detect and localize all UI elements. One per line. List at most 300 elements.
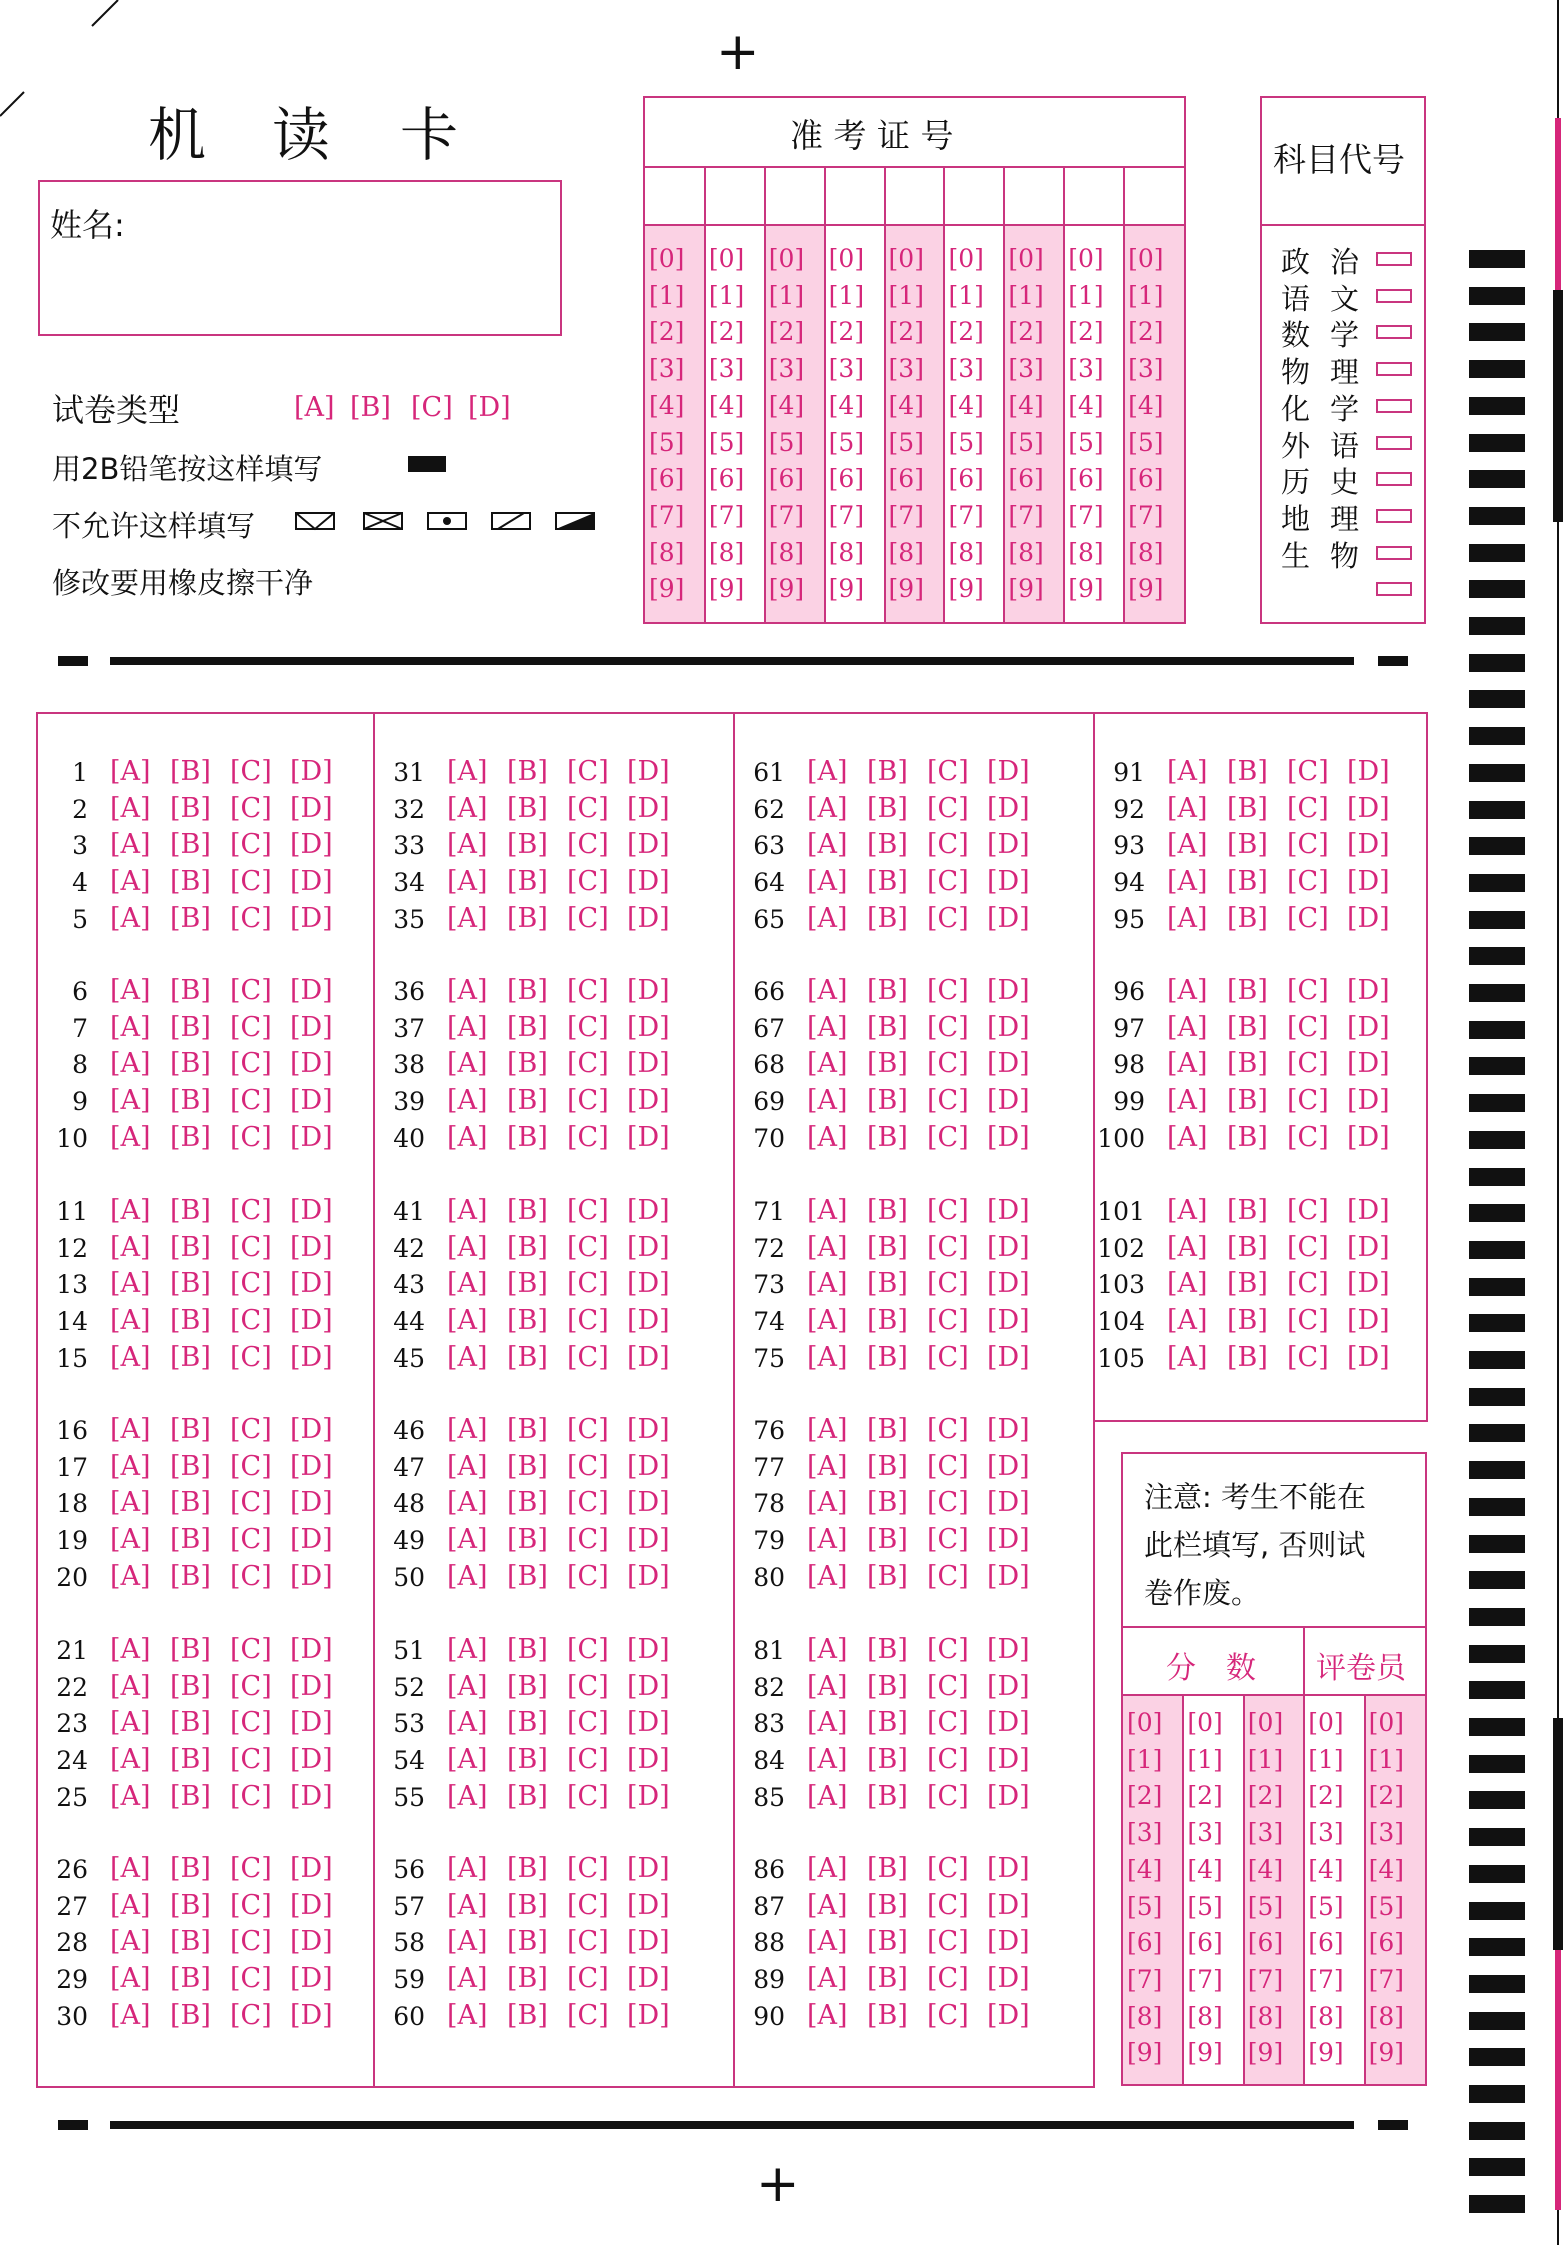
exam-id-digit-bubble[interactable]: [1] (649, 280, 685, 310)
exam-id-digit-bubble[interactable]: [5] (828, 427, 865, 457)
answer-bubble[interactable]: [D] (627, 1853, 670, 1884)
score-digit-bubble[interactable]: [8] (1247, 2001, 1284, 2031)
score-digit-bubble[interactable]: [6] (1308, 1928, 1344, 1958)
answer-bubble[interactable]: [A] (807, 1268, 848, 1300)
answer-bubble[interactable]: [B] (867, 1744, 908, 1776)
score-digit-bubble[interactable]: [6] (1187, 1928, 1223, 1958)
answer-bubble[interactable]: [A] (110, 829, 151, 861)
answer-bubble[interactable]: [B] (867, 1450, 908, 1482)
exam-id-digit-bubble[interactable]: [4] (768, 390, 805, 420)
answer-bubble[interactable]: [B] (507, 1231, 548, 1263)
answer-bubble[interactable]: [D] (627, 975, 670, 1006)
answer-bubble[interactable]: [B] (507, 1634, 548, 1665)
exam-id-write-cell[interactable] (944, 168, 1004, 224)
answer-bubble[interactable]: [A] (807, 1011, 848, 1043)
answer-bubble[interactable]: [B] (867, 1231, 908, 1263)
answer-bubble[interactable]: [B] (170, 902, 211, 934)
answer-bubble[interactable]: [D] (627, 1121, 670, 1153)
answer-bubble[interactable]: [C] (1287, 1048, 1329, 1080)
answer-bubble[interactable]: [A] (447, 1889, 488, 1921)
answer-bubble[interactable]: [C] (1287, 1011, 1329, 1043)
answer-bubble[interactable]: [C] (567, 1121, 609, 1153)
answer-bubble[interactable]: [D] (1347, 975, 1390, 1006)
answer-bubble[interactable]: [D] (290, 1231, 333, 1263)
answer-bubble[interactable]: [C] (1287, 975, 1329, 1006)
answer-bubble[interactable]: [D] (290, 1744, 333, 1776)
answer-bubble[interactable]: [D] (290, 792, 333, 824)
answer-bubble[interactable]: [B] (1227, 902, 1268, 934)
answer-bubble[interactable]: [D] (290, 1670, 333, 1702)
answer-bubble[interactable]: [D] (987, 1195, 1030, 1226)
answer-bubble[interactable]: [B] (867, 866, 908, 898)
answer-bubble[interactable]: [C] (927, 1524, 969, 1556)
answer-bubble[interactable]: [B] (867, 1999, 908, 2031)
answer-bubble[interactable]: [C] (927, 866, 969, 898)
exam-id-digit-bubble[interactable]: [7] (1128, 500, 1164, 530)
score-digit-bubble[interactable]: [0] (1308, 1708, 1344, 1737)
answer-bubble[interactable]: [B] (170, 1634, 211, 1665)
answer-bubble[interactable]: [A] (807, 1670, 848, 1702)
answer-bubble[interactable]: [A] (807, 1195, 848, 1226)
answer-bubble[interactable]: [B] (170, 1926, 211, 1958)
answer-bubble[interactable]: [D] (290, 975, 333, 1006)
answer-bubble[interactable]: [A] (447, 1524, 488, 1556)
answer-bubble[interactable]: [C] (1287, 829, 1329, 861)
answer-bubble[interactable]: [C] (1287, 756, 1329, 787)
answer-bubble[interactable]: [A] (110, 1085, 151, 1117)
answer-bubble[interactable]: [C] (230, 1999, 272, 2031)
answer-bubble[interactable]: [C] (567, 1853, 609, 1884)
score-digit-bubble[interactable]: [8] (1308, 2001, 1344, 2031)
answer-bubble[interactable]: [B] (170, 829, 211, 861)
exam-id-digit-bubble[interactable]: [8] (948, 537, 984, 567)
answer-bubble[interactable]: [C] (1287, 1195, 1329, 1226)
answer-bubble[interactable]: [B] (170, 1889, 211, 1921)
answer-bubble[interactable]: [C] (1287, 1305, 1329, 1337)
score-digit-bubble[interactable]: [7] (1247, 1964, 1284, 1994)
answer-bubble[interactable]: [B] (507, 756, 548, 787)
exam-id-digit-bubble[interactable]: [9] (649, 574, 685, 604)
score-digit-bubble[interactable]: [0] (1247, 1708, 1284, 1737)
answer-bubble[interactable]: [C] (927, 1926, 969, 1958)
answer-bubble[interactable]: [D] (627, 1011, 670, 1043)
exam-id-digit-bubble[interactable]: [3] (708, 354, 745, 384)
exam-id-digit-bubble[interactable]: [3] (649, 354, 685, 384)
subject-code-bubble[interactable] (1376, 399, 1412, 413)
answer-bubble[interactable]: [B] (867, 756, 908, 787)
answer-bubble[interactable]: [D] (627, 1048, 670, 1080)
exam-id-digit-bubble[interactable]: [9] (768, 574, 805, 604)
answer-bubble[interactable]: [A] (807, 902, 848, 934)
answer-bubble[interactable]: [C] (230, 1744, 272, 1776)
exam-id-digit-bubble[interactable]: [1] (948, 280, 984, 310)
exam-id-digit-bubble[interactable]: [0] (1128, 244, 1164, 273)
answer-bubble[interactable]: [A] (447, 1341, 488, 1373)
answer-bubble[interactable]: [B] (1227, 756, 1268, 787)
answer-bubble[interactable]: [C] (230, 1926, 272, 1958)
answer-bubble[interactable]: [B] (507, 829, 548, 861)
answer-bubble[interactable]: [D] (627, 1707, 670, 1739)
exam-id-digit-bubble[interactable]: [4] (649, 390, 685, 420)
answer-bubble[interactable]: [D] (987, 1889, 1030, 1921)
answer-bubble[interactable]: [D] (290, 1121, 333, 1153)
exam-id-digit-bubble[interactable]: [7] (768, 500, 805, 530)
answer-bubble[interactable]: [D] (627, 1487, 670, 1519)
answer-bubble[interactable]: [C] (1287, 1341, 1329, 1373)
answer-bubble[interactable]: [C] (927, 1889, 969, 1921)
answer-bubble[interactable]: [B] (867, 829, 908, 861)
answer-bubble[interactable]: [C] (927, 1085, 969, 1117)
answer-bubble[interactable]: [A] (1167, 1305, 1208, 1337)
answer-bubble[interactable]: [B] (507, 1048, 548, 1080)
answer-bubble[interactable]: [A] (447, 1048, 488, 1080)
answer-bubble[interactable]: [C] (230, 1231, 272, 1263)
answer-bubble[interactable]: [D] (987, 829, 1030, 861)
answer-bubble[interactable]: [C] (927, 1670, 969, 1702)
answer-bubble[interactable]: [C] (567, 1268, 609, 1300)
answer-bubble[interactable]: [A] (807, 829, 848, 861)
exam-id-digit-bubble[interactable]: [3] (1008, 354, 1044, 384)
score-digit-bubble[interactable]: [8] (1187, 2001, 1223, 2031)
exam-id-digit-bubble[interactable]: [7] (948, 500, 984, 530)
exam-id-digit-bubble[interactable]: [3] (1068, 354, 1104, 384)
answer-bubble[interactable]: [A] (110, 1121, 151, 1153)
answer-bubble[interactable]: [C] (230, 1670, 272, 1702)
answer-bubble[interactable]: [D] (290, 1999, 333, 2031)
answer-bubble[interactable]: [D] (1347, 829, 1390, 861)
answer-bubble[interactable]: [C] (567, 866, 609, 898)
answer-bubble[interactable]: [B] (507, 1195, 548, 1226)
answer-bubble[interactable]: [C] (230, 1195, 272, 1226)
answer-bubble[interactable]: [B] (170, 1963, 211, 1995)
exam-id-digit-bubble[interactable]: [0] (1068, 244, 1104, 273)
answer-bubble[interactable]: [C] (230, 1048, 272, 1080)
answer-bubble[interactable]: [B] (507, 902, 548, 934)
answer-bubble[interactable]: [C] (230, 902, 272, 934)
answer-bubble[interactable]: [C] (567, 1999, 609, 2031)
answer-bubble[interactable]: [A] (1167, 1268, 1208, 1300)
answer-bubble[interactable]: [A] (447, 1853, 488, 1884)
answer-bubble[interactable]: [A] (447, 902, 488, 934)
answer-bubble[interactable]: [D] (627, 1195, 670, 1226)
exam-id-digit-bubble[interactable]: [3] (828, 354, 865, 384)
answer-bubble[interactable]: [B] (867, 1963, 908, 1995)
answer-bubble[interactable]: [A] (807, 1524, 848, 1556)
answer-bubble[interactable]: [A] (447, 1926, 488, 1958)
answer-bubble[interactable]: [A] (807, 1450, 848, 1482)
score-digit-bubble[interactable]: [2] (1368, 1781, 1405, 1811)
answer-bubble[interactable]: [A] (447, 1121, 488, 1153)
answer-bubble[interactable]: [D] (987, 1926, 1030, 1958)
answer-bubble[interactable]: [C] (567, 1195, 609, 1226)
exam-id-digit-bubble[interactable]: [8] (649, 537, 685, 567)
score-digit-bubble[interactable]: [1] (1187, 1744, 1223, 1774)
score-digit-bubble[interactable]: [0] (1187, 1708, 1223, 1737)
score-digit-bubble[interactable]: [2] (1308, 1781, 1344, 1811)
score-digit-bubble[interactable]: [2] (1127, 1781, 1163, 1811)
answer-bubble[interactable]: [A] (807, 1963, 848, 1995)
answer-bubble[interactable]: [B] (1227, 975, 1268, 1006)
answer-bubble[interactable]: [A] (447, 1744, 488, 1776)
answer-bubble[interactable]: [A] (447, 829, 488, 861)
answer-bubble[interactable]: [D] (987, 1268, 1030, 1300)
answer-bubble[interactable]: [D] (627, 1268, 670, 1300)
exam-id-digit-bubble[interactable]: [5] (1068, 427, 1104, 457)
answer-bubble[interactable]: [A] (447, 1011, 488, 1043)
answer-bubble[interactable]: [D] (987, 1011, 1030, 1043)
answer-bubble[interactable]: [B] (170, 792, 211, 824)
exam-id-digit-bubble[interactable]: [0] (828, 244, 865, 273)
answer-bubble[interactable]: [C] (230, 1853, 272, 1884)
answer-bubble[interactable]: [A] (807, 1889, 848, 1921)
exam-id-digit-bubble[interactable]: [4] (828, 390, 865, 420)
answer-bubble[interactable]: [B] (867, 902, 908, 934)
answer-bubble[interactable]: [D] (290, 902, 333, 934)
answer-bubble[interactable]: [B] (507, 1011, 548, 1043)
exam-id-digit-bubble[interactable]: [9] (1128, 574, 1164, 604)
exam-id-digit-bubble[interactable]: [6] (1068, 464, 1104, 494)
answer-bubble[interactable]: [A] (447, 1450, 488, 1482)
exam-id-digit-bubble[interactable]: [5] (649, 427, 685, 457)
answer-bubble[interactable]: [A] (110, 1414, 151, 1445)
answer-bubble[interactable]: [D] (627, 1341, 670, 1373)
exam-id-digit-bubble[interactable]: [1] (888, 280, 924, 310)
exam-id-digit-bubble[interactable]: [2] (1128, 317, 1164, 347)
answer-bubble[interactable]: [C] (567, 1450, 609, 1482)
answer-bubble[interactable]: [B] (867, 1414, 908, 1445)
exam-id-digit-bubble[interactable]: [1] (768, 280, 805, 310)
exam-id-digit-bubble[interactable]: [4] (1068, 390, 1104, 420)
exam-id-digit-bubble[interactable]: [7] (1008, 500, 1044, 530)
answer-bubble[interactable]: [D] (987, 1487, 1030, 1519)
answer-bubble[interactable]: [B] (170, 1853, 211, 1884)
exam-id-digit-bubble[interactable]: [4] (888, 390, 924, 420)
answer-bubble[interactable]: [A] (807, 1121, 848, 1153)
answer-bubble[interactable]: [D] (290, 1889, 333, 1921)
answer-bubble[interactable]: [D] (290, 1048, 333, 1080)
answer-bubble[interactable]: [B] (170, 1670, 211, 1702)
answer-bubble[interactable]: [D] (627, 1524, 670, 1556)
answer-bubble[interactable]: [B] (1227, 1121, 1268, 1153)
answer-bubble[interactable]: [A] (110, 1780, 151, 1812)
answer-bubble[interactable]: [A] (807, 1999, 848, 2031)
answer-bubble[interactable]: [C] (927, 1634, 969, 1665)
score-digit-bubble[interactable]: [6] (1127, 1928, 1163, 1958)
answer-bubble[interactable]: [B] (1227, 792, 1268, 824)
answer-bubble[interactable]: [C] (927, 902, 969, 934)
answer-bubble[interactable]: [D] (987, 1963, 1030, 1995)
answer-bubble[interactable]: [D] (1347, 1305, 1390, 1337)
score-digit-bubble[interactable]: [3] (1127, 1818, 1163, 1848)
exam-id-digit-bubble[interactable]: [3] (948, 354, 984, 384)
answer-bubble[interactable]: [C] (567, 756, 609, 787)
answer-bubble[interactable]: [A] (807, 1853, 848, 1884)
exam-id-digit-bubble[interactable]: [5] (888, 427, 924, 457)
answer-bubble[interactable]: [B] (170, 1414, 211, 1445)
score-digit-bubble[interactable]: [5] (1247, 1891, 1284, 1921)
exam-id-digit-bubble[interactable]: [6] (1128, 464, 1164, 494)
answer-bubble[interactable]: [D] (290, 1341, 333, 1373)
answer-bubble[interactable]: [D] (987, 1853, 1030, 1884)
subject-code-bubble[interactable] (1376, 362, 1412, 376)
answer-bubble[interactable]: [C] (1287, 1231, 1329, 1263)
exam-id-digit-bubble[interactable]: [6] (708, 464, 745, 494)
exam-id-digit-bubble[interactable]: [3] (1128, 354, 1164, 384)
exam-id-digit-bubble[interactable]: [1] (1128, 280, 1164, 310)
answer-bubble[interactable]: [C] (230, 1487, 272, 1519)
exam-id-digit-bubble[interactable]: [6] (948, 464, 984, 494)
answer-bubble[interactable]: [B] (867, 1341, 908, 1373)
answer-bubble[interactable]: [C] (1287, 792, 1329, 824)
answer-bubble[interactable]: [C] (230, 1963, 272, 1995)
answer-bubble[interactable]: [D] (1347, 1341, 1390, 1373)
subject-code-bubble[interactable] (1376, 289, 1412, 303)
answer-bubble[interactable]: [A] (807, 1085, 848, 1117)
score-digit-bubble[interactable]: [9] (1368, 2038, 1405, 2068)
answer-bubble[interactable]: [A] (110, 1195, 151, 1226)
answer-bubble[interactable]: [B] (1227, 1231, 1268, 1263)
answer-bubble[interactable]: [B] (170, 1524, 211, 1556)
answer-bubble[interactable]: [D] (290, 1414, 333, 1445)
exam-id-digit-bubble[interactable]: [9] (1008, 574, 1044, 604)
answer-bubble[interactable]: [B] (867, 1268, 908, 1300)
exam-id-digit-bubble[interactable]: [5] (1008, 427, 1044, 457)
answer-bubble[interactable]: [C] (927, 1268, 969, 1300)
answer-bubble[interactable]: [D] (290, 829, 333, 861)
answer-bubble[interactable]: [B] (507, 1670, 548, 1702)
subject-code-bubble[interactable] (1376, 436, 1412, 450)
exam-id-digit-bubble[interactable]: [4] (948, 390, 984, 420)
answer-bubble[interactable]: [B] (867, 1121, 908, 1153)
answer-bubble[interactable]: [B] (507, 866, 548, 898)
answer-bubble[interactable]: [D] (627, 1744, 670, 1776)
answer-bubble[interactable]: [C] (567, 1414, 609, 1445)
answer-bubble[interactable]: [A] (447, 1999, 488, 2031)
exam-id-digit-bubble[interactable]: [9] (888, 574, 924, 604)
answer-bubble[interactable]: [A] (110, 1268, 151, 1300)
answer-bubble[interactable]: [B] (507, 1414, 548, 1445)
answer-bubble[interactable]: [D] (987, 1341, 1030, 1373)
answer-bubble[interactable]: [B] (170, 1707, 211, 1739)
answer-bubble[interactable]: [C] (567, 1744, 609, 1776)
subject-code-bubble[interactable] (1376, 252, 1412, 266)
exam-id-digit-bubble[interactable]: [1] (1008, 280, 1044, 310)
answer-bubble[interactable]: [C] (230, 756, 272, 787)
answer-bubble[interactable]: [B] (867, 1305, 908, 1337)
exam-id-digit-bubble[interactable]: [0] (768, 244, 805, 273)
answer-bubble[interactable]: [A] (110, 866, 151, 898)
score-digit-bubble[interactable]: [4] (1368, 1854, 1405, 1884)
score-digit-bubble[interactable]: [9] (1247, 2038, 1284, 2068)
answer-bubble[interactable]: [B] (507, 1853, 548, 1884)
score-digit-bubble[interactable]: [5] (1127, 1891, 1163, 1921)
answer-bubble[interactable]: [D] (987, 1085, 1030, 1117)
paper-type-bubble-d[interactable]: [D] (468, 392, 511, 423)
answer-bubble[interactable]: [A] (447, 1231, 488, 1263)
exam-id-digit-bubble[interactable]: [2] (1008, 317, 1044, 347)
answer-bubble[interactable]: [B] (170, 1268, 211, 1300)
answer-bubble[interactable]: [A] (1167, 975, 1208, 1006)
paper-type-bubble-b[interactable]: [B] (350, 392, 391, 423)
answer-bubble[interactable]: [D] (1347, 756, 1390, 787)
answer-bubble[interactable]: [C] (1287, 866, 1329, 898)
answer-bubble[interactable]: [C] (567, 1780, 609, 1812)
answer-bubble[interactable]: [C] (230, 1634, 272, 1665)
answer-bubble[interactable]: [D] (290, 1011, 333, 1043)
exam-id-digit-bubble[interactable]: [6] (888, 464, 924, 494)
answer-bubble[interactable]: [B] (170, 1121, 211, 1153)
exam-id-digit-bubble[interactable]: [3] (768, 354, 805, 384)
score-digit-bubble[interactable]: [7] (1187, 1964, 1223, 1994)
answer-bubble[interactable]: [D] (987, 1048, 1030, 1080)
answer-bubble[interactable]: [A] (807, 975, 848, 1006)
answer-bubble[interactable]: [B] (507, 1707, 548, 1739)
answer-bubble[interactable]: [D] (290, 1707, 333, 1739)
answer-bubble[interactable]: [C] (927, 1853, 969, 1884)
exam-id-digit-bubble[interactable]: [0] (1008, 244, 1044, 273)
exam-id-digit-bubble[interactable]: [4] (1128, 390, 1164, 420)
exam-id-digit-bubble[interactable]: [0] (649, 244, 685, 273)
answer-bubble[interactable]: [D] (627, 1305, 670, 1337)
answer-bubble[interactable]: [B] (507, 1889, 548, 1921)
exam-id-digit-bubble[interactable]: [8] (708, 537, 745, 567)
subject-code-bubble[interactable] (1376, 582, 1412, 596)
answer-bubble[interactable]: [D] (627, 792, 670, 824)
answer-bubble[interactable]: [B] (867, 1889, 908, 1921)
score-digit-bubble[interactable]: [4] (1308, 1854, 1344, 1884)
exam-id-digit-bubble[interactable]: [2] (888, 317, 924, 347)
answer-bubble[interactable]: [B] (867, 1195, 908, 1226)
answer-bubble[interactable]: [D] (1347, 1195, 1390, 1226)
exam-id-digit-bubble[interactable]: [1] (828, 280, 865, 310)
answer-bubble[interactable]: [B] (170, 1341, 211, 1373)
answer-bubble[interactable]: [B] (507, 1963, 548, 1995)
exam-id-digit-bubble[interactable]: [6] (649, 464, 685, 494)
answer-bubble[interactable]: [A] (110, 1231, 151, 1263)
answer-bubble[interactable]: [A] (1167, 1341, 1208, 1373)
answer-bubble[interactable]: [A] (110, 1560, 151, 1592)
answer-bubble[interactable]: [C] (1287, 902, 1329, 934)
answer-bubble[interactable]: [C] (927, 1963, 969, 1995)
answer-bubble[interactable]: [C] (567, 1560, 609, 1592)
paper-type-bubble-a[interactable]: [A] (294, 392, 335, 423)
answer-bubble[interactable]: [B] (867, 975, 908, 1006)
score-digit-bubble[interactable]: [7] (1308, 1964, 1344, 1994)
answer-bubble[interactable]: [D] (987, 792, 1030, 824)
answer-bubble[interactable]: [C] (927, 756, 969, 787)
answer-bubble[interactable]: [D] (290, 1305, 333, 1337)
answer-bubble[interactable]: [A] (447, 1670, 488, 1702)
answer-bubble[interactable]: [D] (1347, 1011, 1390, 1043)
answer-bubble[interactable]: [D] (1347, 1085, 1390, 1117)
answer-bubble[interactable]: [B] (1227, 829, 1268, 861)
answer-bubble[interactable]: [A] (447, 1634, 488, 1665)
answer-bubble[interactable]: [D] (987, 975, 1030, 1006)
name-box[interactable] (38, 180, 562, 336)
answer-bubble[interactable]: [D] (987, 1634, 1030, 1665)
answer-bubble[interactable]: [C] (567, 1670, 609, 1702)
answer-bubble[interactable]: [A] (447, 756, 488, 787)
score-digit-bubble[interactable]: [0] (1368, 1708, 1405, 1737)
answer-bubble[interactable]: [D] (1347, 792, 1390, 824)
answer-bubble[interactable]: [A] (1167, 1085, 1208, 1117)
answer-bubble[interactable]: [C] (927, 1011, 969, 1043)
answer-bubble[interactable]: [D] (290, 1634, 333, 1665)
answer-bubble[interactable]: [B] (1227, 1195, 1268, 1226)
answer-bubble[interactable]: [D] (627, 829, 670, 861)
exam-id-digit-bubble[interactable]: [9] (1068, 574, 1104, 604)
answer-bubble[interactable]: [B] (867, 1707, 908, 1739)
